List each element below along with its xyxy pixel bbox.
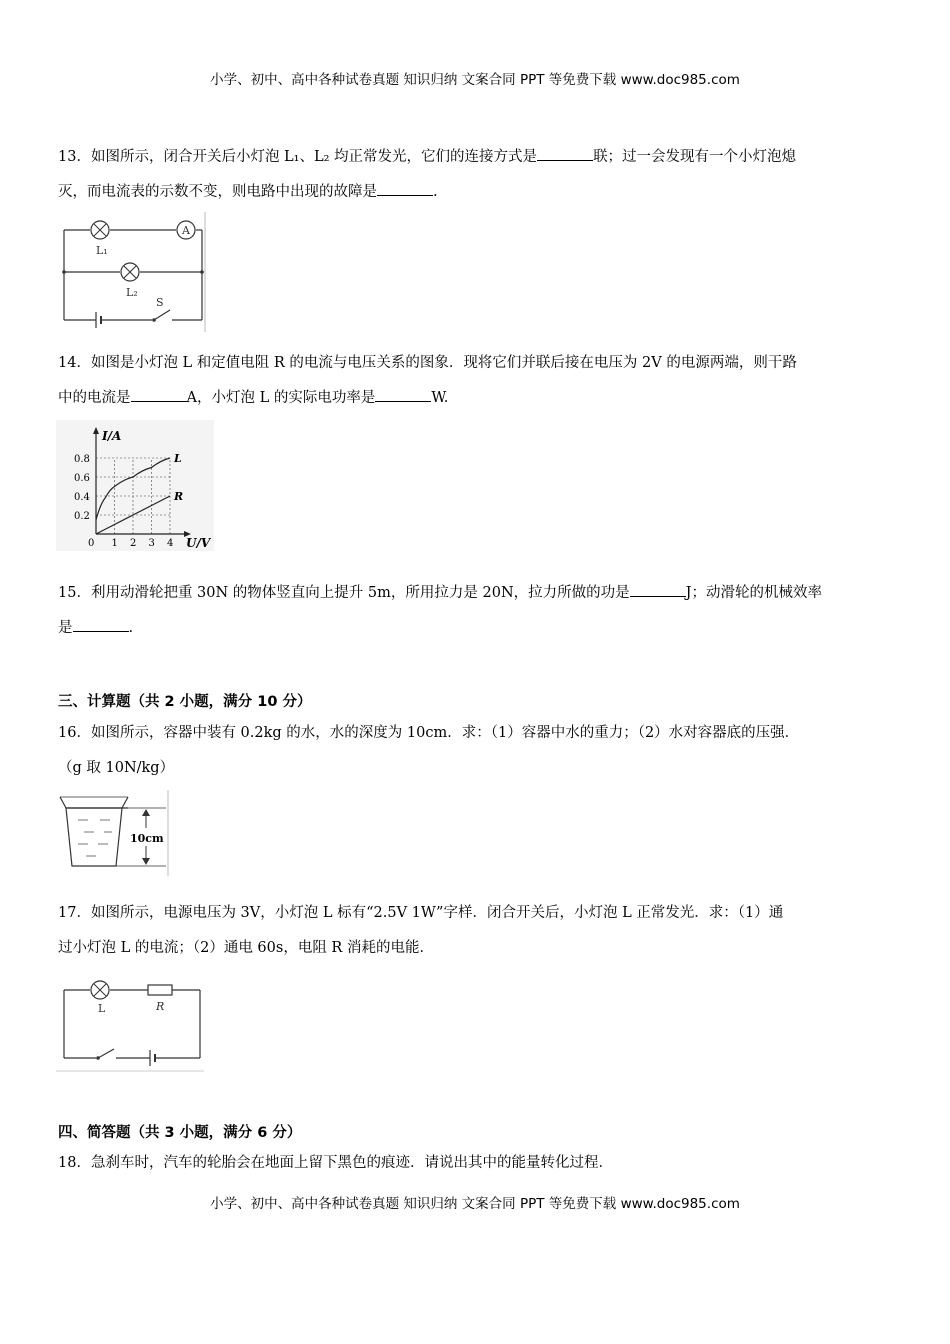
q13-blank-2	[377, 179, 433, 196]
q15-line2: 是 .	[58, 611, 898, 646]
q17-line1: 17．如图所示，电源电压为 3V，小灯泡 L 标有“2.5V 1W”字样．闭合开关后，小灯泡 L 正常发光．求：（1）通	[58, 905, 784, 921]
ammeter-icon	[177, 221, 195, 239]
question-15	[58, 576, 898, 646]
q14-line2: 中的电流是 A，小灯泡 L 的实际电功率是 W.	[58, 381, 898, 416]
q13-line1: 13．如图所示，闭合开关后小灯泡 L₁、L₂ 均正常发光，它们的连接方式是 联；过一会发现有一个小灯泡熄	[58, 140, 898, 175]
label-r: R	[156, 1000, 165, 1013]
page-footer: 小学、初中、高中各种试卷真题 知识归纳 文案合同 PPT 等免费下载 www.doc985.com	[210, 1196, 740, 1212]
x-tick-label: 3	[148, 538, 155, 549]
page-header: 小学、初中、高中各种试卷真题 知识归纳 文案合同 PPT 等免费下载 www.doc985.com	[210, 72, 740, 88]
switch-icon	[152, 310, 170, 322]
y-axis-label: I/A	[102, 429, 122, 443]
y-tick-label: 0.2	[74, 511, 90, 522]
svg-text:A: A	[182, 224, 190, 237]
switch-icon	[96, 1049, 114, 1060]
series-label-r: R	[174, 490, 184, 503]
question-18: 18．急刹车时，汽车的轮胎会在地面上留下黑色的痕迹．请说出其中的能量转化过程．	[58, 1155, 613, 1171]
question-14	[58, 346, 898, 416]
q17-circuit-figure	[56, 976, 206, 1072]
battery-icon	[150, 1050, 155, 1066]
x-tick-label: 0	[88, 538, 95, 549]
q14-line1: 14．如图是小灯泡 L 和定值电阻 R 的电流与电压关系的图象．现将它们并联后接在电压为 2V 的电源两端，则干路	[58, 355, 797, 371]
question-13	[58, 140, 898, 210]
x-axis-label: U/V	[186, 536, 211, 550]
y-tick-label: 0.6	[74, 473, 90, 484]
q15-blank-1	[630, 580, 686, 597]
resistor-icon	[148, 985, 172, 995]
depth-label: 10cm	[130, 832, 164, 845]
lamp-l2-icon	[121, 263, 139, 281]
q16-container-figure	[56, 790, 172, 876]
x-tick-label: 4	[167, 538, 174, 549]
y-tick-label: 0.8	[74, 454, 90, 465]
label-s: S	[156, 296, 164, 309]
section-4-title: 四、简答题（共 3 小题，满分 6 分）	[58, 1125, 302, 1141]
q13-blank-1	[537, 144, 593, 161]
label-l1: L₁	[96, 244, 108, 257]
lamp-l1-icon	[91, 221, 109, 239]
q13-line2: 灭，而电流表的示数不变，则电路中出现的故障是 .	[58, 175, 898, 210]
question-16	[58, 716, 898, 786]
q16-line2: （g 取 10N/kg）	[58, 760, 175, 776]
question-17	[58, 896, 898, 966]
q16-line1: 16．如图所示，容器中装有 0.2kg 的水，水的深度为 10cm．求：（1）容器中水的重力；（2）水对容器底的压强．	[58, 725, 800, 741]
lamp-l-icon	[91, 981, 109, 999]
x-tick-label: 1	[111, 538, 118, 549]
q17-line2: 过小灯泡 L 的电流；（2）通电 60s，电阻 R 消耗的电能．	[58, 940, 434, 956]
x-tick-label: 2	[130, 538, 137, 549]
q14-blank-2	[375, 385, 431, 402]
q14-blank-1	[131, 385, 187, 402]
iu-graph	[56, 420, 216, 552]
label-l: L	[98, 1002, 106, 1015]
q13-circuit-figure	[56, 212, 208, 332]
q15-blank-2	[73, 615, 129, 632]
y-tick-label: 0.4	[74, 492, 90, 503]
label-l2: L₂	[126, 286, 138, 299]
series-label-l: L	[174, 452, 182, 465]
section-3-title: 三、计算题（共 2 小题，满分 10 分）	[58, 694, 312, 710]
q15-line1: 15．利用动滑轮把重 30N 的物体竖直向上提升 5m，所用拉力是 20N，拉力所做的功是 J；动滑轮的机械效率	[58, 576, 898, 611]
battery-icon	[96, 312, 101, 328]
